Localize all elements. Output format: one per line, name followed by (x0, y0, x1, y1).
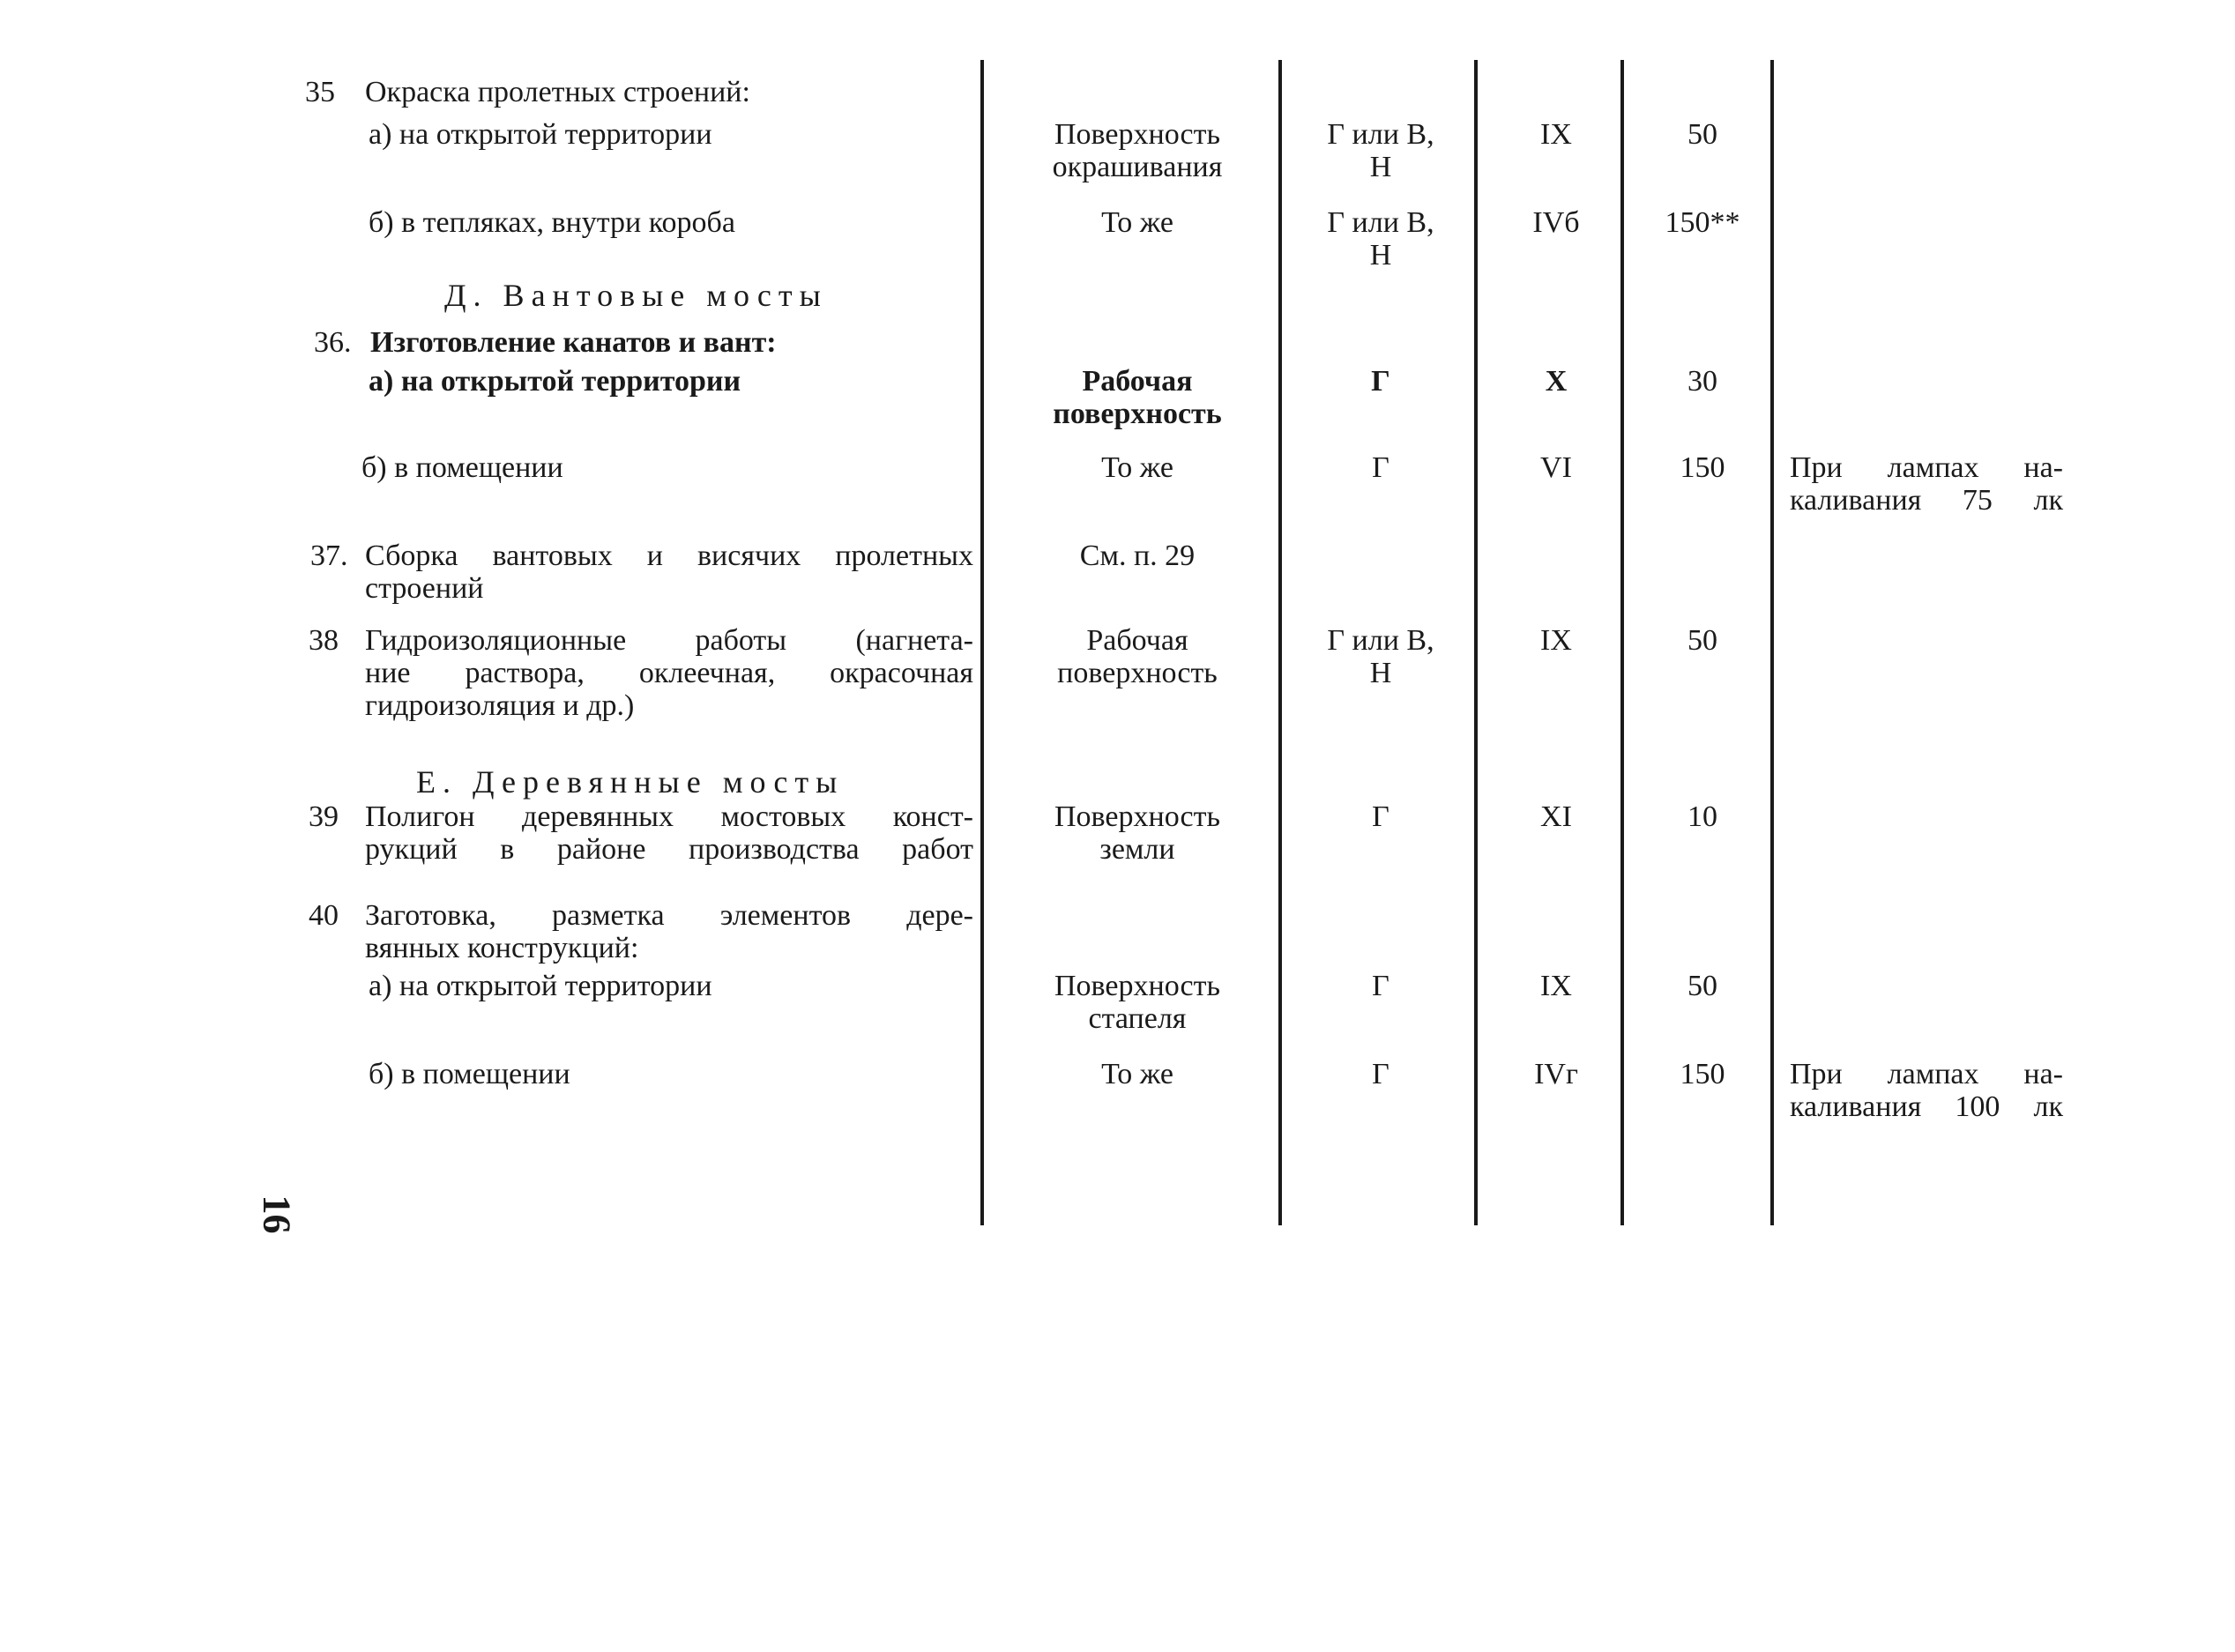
row-description: Окраска пролетных строений: (365, 76, 750, 108)
row-number: 36. (314, 326, 352, 359)
row-description: а) на открытой территории (369, 118, 712, 151)
row-description (365, 540, 973, 605)
category-cell: IX (1540, 624, 1572, 657)
surface-cell (998, 365, 1277, 430)
description-line: строений (365, 572, 484, 605)
plane-cell: Г (1371, 365, 1390, 398)
description-line: рукций в районе производства работ (365, 833, 973, 866)
category-cell: IX (1540, 118, 1572, 151)
surface-text: Поверхность (1054, 118, 1220, 151)
illuminance-cell: 50 (1687, 624, 1717, 657)
plane-cell: Г (1372, 800, 1389, 833)
plane-cell: Г (1372, 970, 1389, 1002)
row-number: 37. (310, 540, 348, 572)
plane-cell: Г (1372, 451, 1389, 484)
column-divider-3 (1474, 60, 1478, 1225)
surface-cell: См. п. 29 (1079, 540, 1196, 572)
row-description: б) в помещении (369, 1058, 570, 1090)
surface-cell (998, 970, 1277, 1035)
description-line: Полигон деревянных мостовых конст- (365, 800, 973, 833)
plane-cell (1293, 206, 1469, 272)
row-number: 39 (309, 800, 339, 833)
category-cell: XI (1540, 800, 1572, 833)
illuminance-cell: 50 (1687, 970, 1717, 1002)
note-cell (1790, 451, 2063, 517)
plane-text: Н (1369, 657, 1392, 689)
illuminance-cell: 150 (1680, 451, 1725, 484)
surface-cell: То же (1101, 1058, 1173, 1090)
description-line: гидроизоляция и др.) (365, 689, 635, 722)
category-cell: VI (1540, 451, 1572, 484)
surface-text: Поверхность (1054, 970, 1220, 1002)
plane-text: Н (1369, 151, 1392, 183)
plane-cell (1293, 118, 1469, 183)
surface-cell: То же (1101, 206, 1173, 239)
column-divider-5 (1770, 60, 1774, 1225)
surface-text: Поверхность (1054, 800, 1220, 833)
category-cell: IVб (1532, 206, 1580, 239)
column-divider-1 (980, 60, 984, 1225)
surface-text: Рабочая (1086, 624, 1188, 657)
surface-text: поверхность (1053, 398, 1222, 430)
row-description: а) на открытой территории (369, 365, 741, 398)
surface-text: земли (1099, 833, 1175, 866)
description-line: Гидроизоляционные работы (нагнета- (365, 624, 973, 657)
surface-cell (998, 118, 1277, 183)
row-description (365, 899, 973, 964)
section-heading: Е. Деревянные мосты (416, 764, 845, 800)
surface-text: стапеля (1088, 1002, 1187, 1035)
surface-text: поверхность (1057, 657, 1218, 689)
illuminance-cell: 150** (1665, 206, 1740, 239)
plane-text: Н (1369, 239, 1392, 272)
note-text: каливания 75 лк (1790, 484, 2063, 517)
description-line: Сборка вантовых и висячих пролетных (365, 540, 973, 572)
row-number: 35 (305, 76, 335, 108)
surface-text: окрашивания (1052, 151, 1223, 183)
illuminance-cell: 50 (1687, 118, 1717, 151)
note-text: каливания 100 лк (1790, 1090, 2063, 1123)
row-number: 38 (309, 624, 339, 657)
description-line: вянных конструкций: (365, 932, 639, 964)
description-line: ние раствора, оклеечная, окрасочная (365, 657, 973, 689)
illuminance-cell: 150 (1680, 1058, 1725, 1090)
plane-cell (1293, 624, 1469, 689)
category-cell: X (1545, 365, 1568, 398)
plane-cell: Г (1372, 1058, 1389, 1090)
row-number: 40 (309, 899, 339, 932)
plane-text: Г или В, (1327, 624, 1434, 657)
row-description: а) на открытой территории (369, 970, 712, 1002)
plane-text: Г или В, (1327, 118, 1434, 151)
row-description: б) в тепляках, внутри короба (369, 206, 735, 239)
note-text: При лампах на- (1790, 451, 2063, 484)
illuminance-cell: 30 (1687, 365, 1717, 398)
note-cell (1790, 1058, 2063, 1123)
row-description: б) в помещении (361, 451, 563, 484)
surface-cell (998, 624, 1277, 689)
illuminance-cell: 10 (1687, 800, 1717, 833)
section-heading: Д. Вантовые мосты (444, 278, 828, 313)
column-divider-2 (1278, 60, 1282, 1225)
row-description: Изготовление канатов и вант: (370, 326, 777, 359)
description-line: Заготовка, разметка элементов дере- (365, 899, 973, 932)
surface-cell (998, 800, 1277, 866)
category-cell: IVг (1534, 1058, 1578, 1090)
page-number: 16 (255, 1194, 299, 1234)
surface-text: Рабочая (1082, 365, 1193, 398)
category-cell: IX (1540, 970, 1572, 1002)
surface-cell: То же (1101, 451, 1173, 484)
row-description (365, 624, 973, 722)
note-text: При лампах на- (1790, 1058, 2063, 1090)
plane-text: Г или В, (1327, 206, 1434, 239)
row-description (365, 800, 973, 866)
